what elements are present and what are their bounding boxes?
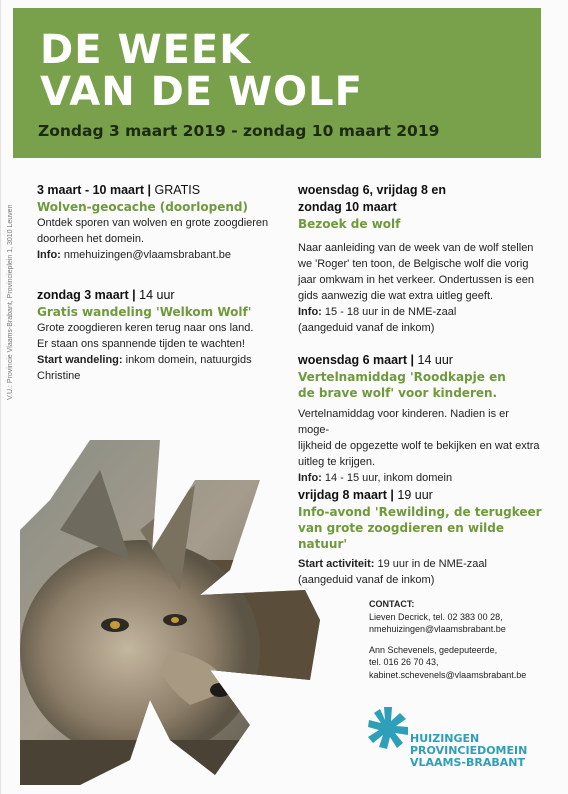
event-title: Wolven-geocache (doorlopend) — [37, 200, 248, 214]
contact-email-link[interactable]: nmehuizingen@vlaamsbrabant.be — [369, 624, 506, 634]
contact-email-link[interactable]: kabinet.schevenels@vlaamsbrabant.be — [369, 669, 527, 680]
event-title: Vertelnamiddag 'Roodkapje en de brave wolf' voor kinderen. — [298, 370, 506, 400]
contact-line: tel. 016 26 70 43, — [369, 657, 439, 667]
event-title: Bezoek de wolf — [298, 217, 401, 231]
date-range: Zondag 3 maart 2019 - zondag 10 maart 2019 — [38, 122, 440, 140]
wolf-asterisk-image — [20, 440, 320, 785]
event-description: Grote zoogdieren keren terug naar ons land. Er staan ons spannende tijden te wachten! Start wandeling: inkom domein, natuurgids Christine — [37, 322, 254, 382]
asterisk-logo-icon — [366, 705, 410, 749]
event-description: Start activiteit: 19 uur in de NME-zaal (aangeduid vanaf de inkom) — [298, 558, 487, 586]
wolf-photo — [20, 440, 320, 785]
title-line-2: VAN DE WOLF — [40, 69, 363, 115]
event-geocache — [37, 182, 287, 263]
event-info-avond — [298, 487, 543, 588]
title-line-1: DE WEEK — [40, 27, 252, 73]
event-date: woensdag 6, vrijdag 8 en zondag 10 maart — [298, 183, 446, 214]
contact-line: Ann Schevenels, gedeputeerde, — [369, 644, 498, 655]
header-banner — [13, 8, 541, 158]
event-date: woensdag 6 maart | 14 uur — [298, 353, 453, 367]
contact-block — [369, 598, 549, 681]
contact-label: CONTACT: — [369, 599, 415, 609]
contact-line: Lieven Decrick, tel. 02 383 00 28, — [369, 611, 503, 622]
event-wandeling — [37, 287, 287, 384]
event-description: Naar aanleiding van de week van de wolf stellen we 'Roger' ten toon, de Belgische wolf die vorig jaar omkwam in het verkeer. Ondertussen is een gids aanwezig die wat extra uitleg geeft. Info: 15 - 18 uur in de NME-zaal (aangeduid vanaf de inkom) — [298, 242, 535, 334]
provinciedomein-logo — [366, 705, 546, 785]
event-title: Info-avond 'Rewilding, de terugkeer van grote zoogdieren en wilde natuur' — [298, 505, 542, 551]
event-vertelnamiddag — [298, 352, 543, 486]
logo-text: HUIZINGEN PROVINCIEDOMEIN VLAAMS-BRABANT — [410, 732, 528, 769]
event-description: Ontdek sporen van wolven en grote zoogdieren doorheen het domein. Info: nmehuizingen@vlaamsbrabant.be — [37, 217, 269, 261]
event-title: Gratis wandeling 'Welkom Wolf' — [37, 305, 252, 319]
event-date: zondag 3 maart | 14 uur — [37, 288, 175, 302]
event-date: 3 maart - 10 maart | GRATIS — [37, 183, 201, 197]
event-description: Vertelnamiddag voor kinderen. Nadien is er moge- lijkheid de opgezette wolf te bekijken en wat extra uitleg te krijgen. Info: 14 - 15 uur, inkom domein — [298, 408, 540, 484]
publisher-credit: V.U.: Provincie Vlaams-Brabant, Provincieplein 1, 3010 Leuven — [7, 204, 14, 400]
event-bezoek-wolf — [298, 182, 543, 336]
event-date: vrijdag 8 maart | 19 uur — [298, 488, 433, 502]
